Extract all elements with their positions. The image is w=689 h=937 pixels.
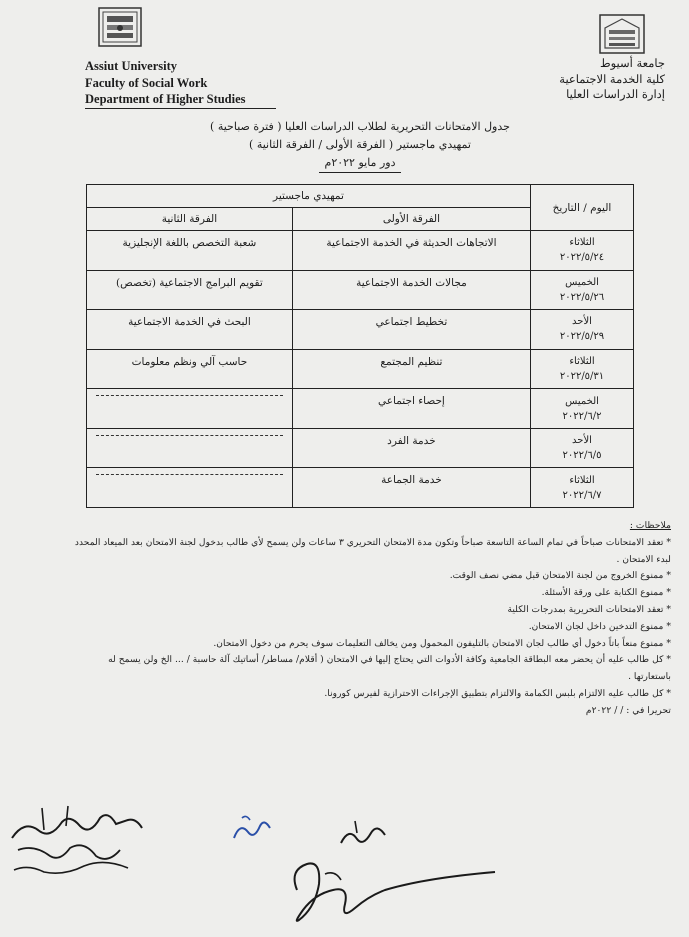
arabic-university: جامعة أسيوط [599,56,665,70]
english-department: Department of Higher Studies [85,91,276,109]
dashed-line [96,435,283,436]
dashed-line [96,395,283,396]
note-line: * ممنوع الكتابة على ورقة الأسئلة. [541,587,671,599]
day-label: الخميس [565,276,599,288]
date-cell [531,310,634,350]
second-year-subject: حاسب آلي ونظم معلومات [87,349,293,389]
second-year-subject: تقويم البرامج الاجتماعية (تخصص) [87,270,293,310]
signature-blue-initials [230,812,275,847]
note-line: * تعقد الامتحانات التحريرية بمدرجات الكلية [507,603,671,615]
table-row [87,389,634,429]
date-line: تحريرا في : / / ٢٠٢٢م [585,704,671,716]
first-year-subject: خدمة الجماعة [292,468,530,508]
date-label: ٢٠٢٢/٦/٢ [562,410,602,422]
date-label: ٢٠٢٢/٥/٢٦ [559,291,605,303]
faculty-logo [597,12,647,56]
table-row [87,349,634,389]
day-label: الأحد [572,316,592,328]
signature-small [335,815,395,855]
arabic-header [559,56,665,103]
date-cell [531,231,634,271]
table-row [87,270,634,310]
assiut-university-logo [93,4,147,50]
dashed-line [96,474,283,475]
date-label: ٢٠٢٢/٥/٣١ [559,370,605,382]
date-column-header: اليوم / التاريخ [531,185,634,231]
title-line-1: جدول الامتحانات التحريرية لطلاب الدراسات العليا ( فترة صباحية ) [210,120,510,133]
date-cell [531,428,634,468]
exam-schedule-table [86,184,634,508]
english-university: Assiut University [85,59,178,73]
second-year-subject: شعبة التخصص باللغة الإنجليزية [87,231,293,271]
group-header: تمهيدي ماجستير [87,185,531,208]
date-cell [531,389,634,429]
first-year-subject: تخطيط اجتماعي [292,310,530,350]
table-row [87,428,634,468]
table-row [87,231,634,271]
note-line: * كل طالب عليه الالتزام بلبس الكمامة والالتزام بتطبيق الإجراءات الاحترازية لفيرس كورونا. [324,687,671,699]
day-label: الثلاثاء [569,355,595,367]
day-label: الأحد [572,435,592,447]
second-year-empty [87,389,293,429]
notes-title: ملاحظات : [629,520,671,531]
title-line-3: دور مايو ٢٠٢٢م [319,154,402,173]
second-year-empty [87,468,293,508]
arabic-department: إدارة الدراسات العليا [566,87,665,101]
date-label: ٢٠٢٢/٥/٢٤ [559,252,605,264]
notes-section [14,518,671,720]
english-header [85,58,276,109]
date-label: ٢٠٢٢/٦/٥ [562,450,602,462]
first-year-subject: خدمة الفرد [292,428,530,468]
date-label: ٢٠٢٢/٦/٧ [562,489,602,501]
day-label: الثلاثاء [569,237,595,249]
signature-large [285,850,500,930]
first-year-header: الفرقة الأولى [292,208,530,231]
note-line: * ممنوع التدخين داخل لجان الامتحان. [528,620,671,632]
note-line: * كل طالب عليه أن يحضر معه البطاقة الجامعية وكافة الأدوات التي يحتاج إليها في الامتحان ( أقلام/ مساطر/ أساتيك آلة حاسبة / ... الخ ولن يسمح له [108,654,671,666]
table-row [87,310,634,350]
date-cell [531,349,634,389]
day-label: الثلاثاء [569,474,595,486]
first-year-subject: إحصاء اجتماعي [292,389,530,429]
note-line: * ممنوع الخروج من لجنة الامتحان قبل مضي نصف الوقت. [449,570,671,582]
first-year-subject: تنظيم المجتمع [292,349,530,389]
table-row [87,468,634,508]
date-label: ٢٠٢٢/٥/٢٩ [559,331,605,343]
title-line-2: تمهيدي ماجستير ( الفرقة الأولى / الفرقة الثانية ) [249,138,471,151]
signature-vice-dean [4,800,154,880]
second-year-subject: البحث في الخدمة الاجتماعية [87,310,293,350]
first-year-subject: الاتجاهات الحديثة في الخدمة الاجتماعية [292,231,530,271]
date-cell [531,468,634,508]
note-line: * ممنوع منعاً باتاً دخول أي طالب لجان الامتحان بالتليفون المحمول ومن يخالف التعليمات سوف يحرم من دخول الامتحان. [213,637,671,649]
date-cell [531,270,634,310]
note-line: * تعقد الامتحانات صباحاً في تمام الساعة التاسعة صباحاً وتكون مدة الامتحان التحريري ٣ ساعات ولن يسمح لأي طالب بدخول لجنة الامتحان بعد الميعاد المحدد [74,536,671,548]
note-line: لبدء الامتحان . [616,553,671,565]
document-titles [160,118,560,173]
note-line: باستعارتها . [628,671,671,683]
arabic-faculty: كلية الخدمة الاجتماعية [559,71,665,86]
english-faculty: Faculty of Social Work [85,75,208,90]
second-year-header: الفرقة الثانية [87,208,293,231]
first-year-subject: مجالات الخدمة الاجتماعية [292,270,530,310]
second-year-empty [87,428,293,468]
day-label: الخميس [565,395,599,407]
